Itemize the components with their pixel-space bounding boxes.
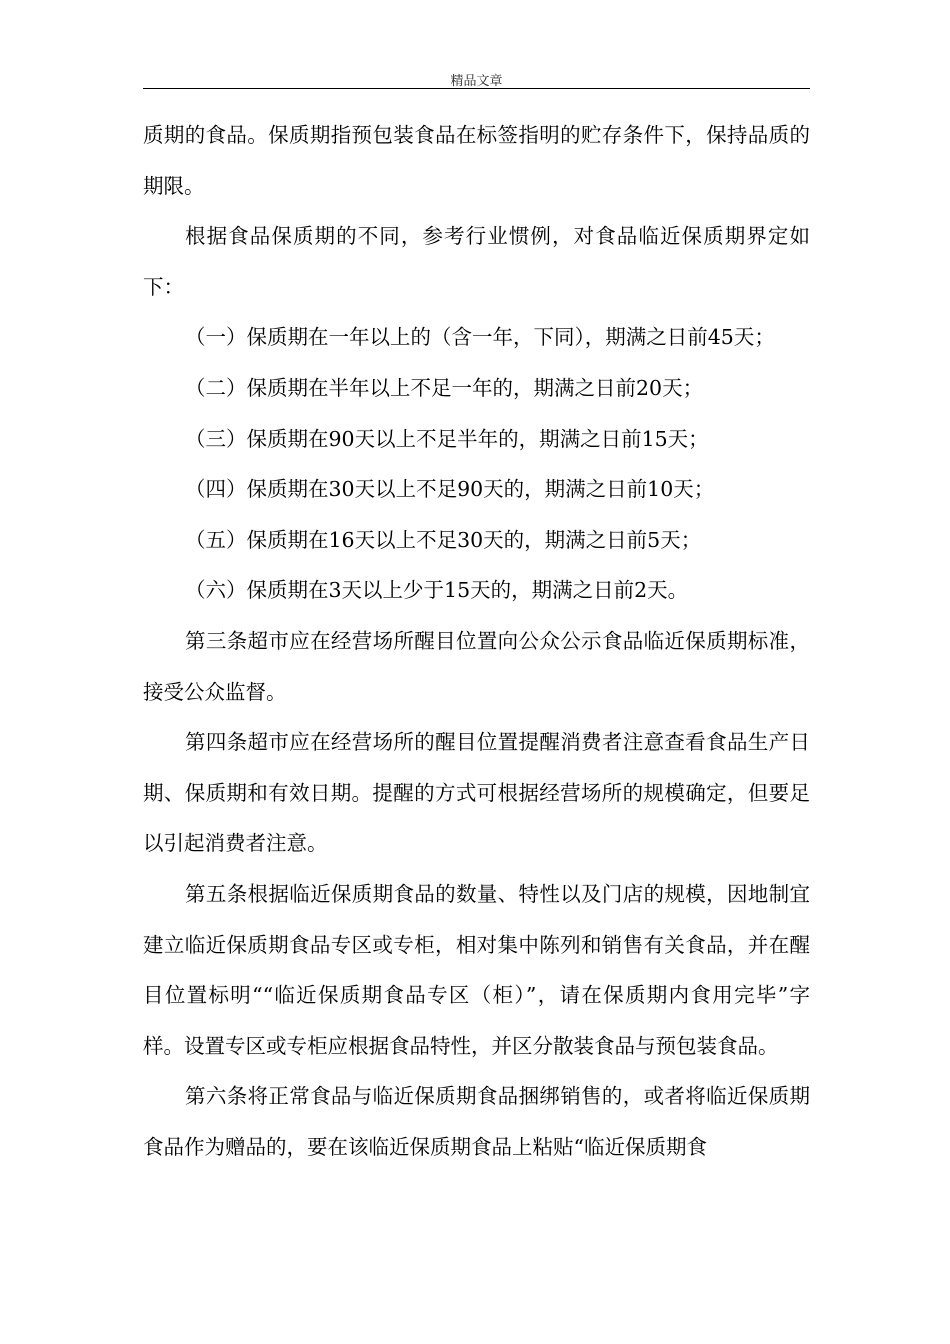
paragraph-continuation: 质期的食品。保质期指预包装食品在标签指明的贮存条件下，保持品质的期限。 bbox=[143, 123, 810, 198]
paragraph-article-3: 第三条超市应在经营场所醒目位置向公众公示食品临近保质期标准，接受公众监督。 bbox=[143, 628, 810, 704]
paragraph-article-4: 第四条超市应在经营场所的醒目位置提醒消费者注意查看食品生产日期、保质期和有效日期。提醒的方式可根据经营场所的规模确定，但要足以引起消费者注意。 bbox=[143, 730, 810, 856]
list-item-6: （六）保质期在3天以上少于15天的，期满之日前2天。 bbox=[185, 578, 689, 603]
paragraph-article-5: 第五条根据临近保质期食品的数量、特性以及门店的规模，因地制宜建立临近保质期食品专区或专柜，相对集中陈列和销售有关食品，并在醒目位置标明““临近保质期食品专区（柜）”，请在保质期内食用完毕”字样。设置专区或专柜应根据食品特性，并区分散装食品与预包装食品。 bbox=[143, 881, 810, 1058]
page-header: 精品文章 bbox=[450, 74, 503, 89]
list-item-2: （二）保质期在半年以上不足一年的，期满之日前20天； bbox=[185, 375, 704, 400]
header-rule bbox=[143, 88, 810, 89]
list-item-4: （四）保质期在30天以上不足90天的，期满之日前10天； bbox=[185, 477, 715, 502]
paragraph-article-6: 第六条将正常食品与临近保质期食品捆绑销售的，或者将临近保质期食品作为赠品的，要在该临近保质期食品上粘贴“临近保质期食 bbox=[143, 1084, 810, 1159]
list-item-1: （一）保质期在一年以上的（含一年，下同），期满之日前45天； bbox=[185, 325, 775, 350]
list-item-3: （三）保质期在90天以上不足半年的，期满之日前15天； bbox=[185, 426, 709, 451]
document-body bbox=[143, 110, 810, 1172]
list-item-5: （五）保质期在16天以上不足30天的，期满之日前5天； bbox=[185, 527, 702, 552]
paragraph-definition-intro: 根据食品保质期的不同，参考行业惯例，对食品临近保质期界定如下： bbox=[143, 224, 810, 299]
